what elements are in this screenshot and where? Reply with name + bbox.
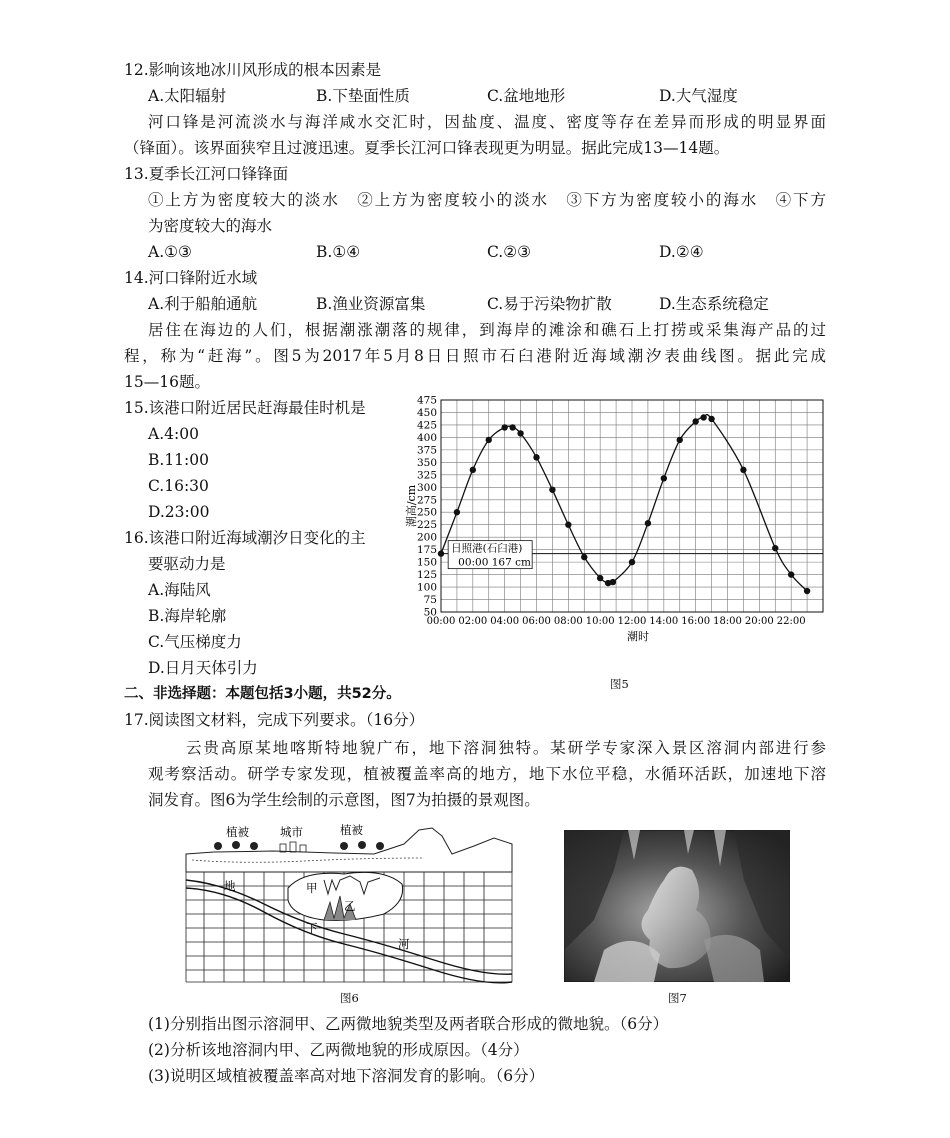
y-tick-label: 425 [416,419,437,432]
q17-subquestion-3: (3)说明区域植被覆盖率高对地下溶洞发育的影响。（6分） [148,1067,545,1085]
y-tick-label: 375 [416,444,437,457]
tide-data-point [454,509,460,515]
q17-passage-line1: 云贵高原某地喀斯特地貌广布，地下溶洞独特。某研学专家深入景区溶洞内部进行参 [186,739,826,757]
fig6-label-di: 地 [224,879,236,893]
q12-option-d: D.大气湿度 [659,87,738,105]
tide-data-point [509,424,515,430]
fig6-label-city: 城市 [280,825,303,839]
tide-data-point [501,424,507,430]
tide-data-point [565,522,571,528]
y-tick-label: 175 [416,544,437,557]
x-tick-label: 12:00 [617,616,647,627]
q14-option-b: B.渔业资源富集 [316,295,426,313]
y-tick-label: 350 [416,456,437,469]
q16-option-b: B.海岸轮廓 [148,607,227,625]
passage2-line1: 居住在海边的人们，根据潮涨潮落的规律，到海岸的滩涂和礁石上打捞或采集海产品的过 [148,321,826,339]
y-tick-label: 275 [416,494,437,507]
q13-option-a: A.①③ [148,243,192,261]
q13-statements-line1: ①上方为密度较大的淡水 ②上方为密度较小的淡水 ③下方为密度较小的海水 ④下方 [148,191,826,209]
fig6-label-veg2: 植被 [340,824,363,837]
x-tick-label: 14:00 [649,616,679,627]
q13-stem: 13.夏季长江河口锋锋面 [124,165,289,183]
tide-data-point [517,430,523,436]
fig6-caption: 图6 [340,991,359,1005]
y-tick-label: 75 [423,594,437,607]
tide-data-point [549,487,555,493]
q16-stem-line1: 16.该港口附近海域潮汐日变化的主 [124,529,366,547]
y-tick-label: 225 [416,519,437,532]
tide-data-point [692,418,698,424]
q15-option-a: A.4:00 [148,425,199,443]
tide-data-point [610,579,616,585]
y-axis-label: 潮高/cm [405,484,418,528]
x-tick-label: 16:00 [681,616,711,627]
passage2-line2: 程，称为“赶海”。图5为2017年5月8日日照市石臼港附近海域潮汐表曲线图。据此完成 [124,347,826,365]
q14-option-c: C.易于污染物扩散 [487,295,612,313]
q14-stem: 14.河口锋附近水域 [124,269,258,287]
fig6-city-buildings [280,842,306,852]
q17-subquestion-2: (2)分析该地溶洞内甲、乙两微地貌的形成原因。（4分） [148,1041,529,1059]
tide-chart [405,390,835,670]
tide-data-point [438,550,444,556]
annotation-line2: 00:00 167 cm [458,556,531,569]
tide-data-point [700,414,706,420]
q12-option-a: A.太阳辐射 [148,87,227,105]
fig6-label-veg1: 植被 [226,825,249,839]
tide-data-point [677,437,683,443]
q17-stem: 17.阅读图文材料，完成下列要求。（16分） [124,711,425,729]
q13-statements-line2: 为密度较大的海水 [148,217,273,235]
annotation-line1: 日照港(石臼港) [451,542,523,555]
q17-passage-line2: 观考察活动。研学专家发现，植被覆盖率高的地方，地下水位平稳，水循环活跃，加速地下溶 [148,765,826,783]
tide-data-point [708,416,714,422]
y-tick-label: 125 [416,569,437,582]
tide-data-point [486,437,492,443]
passage1-line1: 河口锋是河流淡水与海洋咸水交汇时，因盐度、温度、密度等存在差异而形成的明显界面 [148,113,826,131]
q15-option-d: D.23:00 [148,503,210,521]
q17-passage-line3: 洞发育。图6为学生绘制的示意图，图7为拍摄的景观图。 [148,791,540,809]
x-tick-label: 04:00 [490,616,520,627]
fig6-label-he: 河 [398,937,410,951]
tide-annotation [448,541,532,569]
x-tick-label: 06:00 [522,616,551,627]
y-tick-label: 250 [416,506,437,519]
y-tick-label: 400 [416,431,437,444]
tide-data-point [661,475,667,481]
x-axis-label: 潮时 [627,630,649,643]
q12-option-b: B.下垫面性质 [316,87,410,105]
y-tick-label: 200 [416,531,437,544]
q16-option-a: A.海陆风 [148,581,211,599]
q16-stem-line2: 要驱动力是 [148,555,226,573]
fig7-caption: 图7 [668,991,687,1005]
q13-option-c: C.②③ [487,243,532,261]
q15-stem: 15.该港口附近居民赶海最佳时机是 [124,399,366,417]
tide-data-point [645,520,651,526]
fig7-cave-photo [564,830,790,982]
tide-data-point [470,467,476,473]
y-tick-label: 50 [423,606,437,619]
q13-option-b: B.①④ [316,243,361,261]
y-tick-label: 100 [416,581,437,594]
q17-subquestion-1: (1)分别指出图示溶洞甲、乙两微地貌类型及两者联合形成的微地貌。（6分） [148,1015,669,1033]
x-tick-label: 02:00 [458,616,488,627]
q16-option-d: D.日月天体引力 [148,659,258,677]
tide-data-point [788,571,794,577]
x-tick-label: 08:00 [553,616,583,627]
q12-option-c: C.盆地地形 [487,87,566,105]
y-tick-label: 300 [416,481,437,494]
fig6-label-jia: 甲 [306,881,318,895]
tide-data-point [804,588,810,594]
tide-data-point [629,559,635,565]
passage1-line2: （锋面）。该界面狭窄且过渡迅速。夏季长江河口锋表现更为明显。据此完成13—14题。 [124,139,730,157]
tide-data-point [597,575,603,581]
q12-stem: 12.影响该地冰川风形成的根本因素是 [124,61,382,79]
y-tick-label: 450 [416,406,437,419]
fig5-caption: 图5 [610,677,629,691]
tide-data-point [772,545,778,551]
fig6-cave [288,872,403,920]
x-tick-label: 22:00 [776,616,806,627]
q14-option-a: A.利于船舶通航 [148,295,258,313]
tide-data-point [581,554,587,560]
fig6-label-yi: 乙 [344,899,356,913]
fig6-label-xia: 下 [306,921,318,935]
y-tick-label: 325 [416,469,437,482]
x-tick-label: 10:00 [585,616,615,627]
section2-heading: 二、非选择题：本题包括3小题，共52分。 [124,686,401,702]
tide-data-point [740,467,746,473]
q15-option-c: C.16:30 [148,477,209,495]
q13-option-d: D.②④ [659,243,704,261]
y-tick-labels [417,395,437,619]
y-tick-label: 475 [416,394,437,407]
x-tick-labels [427,616,806,627]
passage2-line3: 15—16题。 [124,373,210,391]
y-tick-label: 150 [416,556,437,569]
q14-option-d: D.生态系统稳定 [659,295,769,313]
q15-option-b: B.11:00 [148,451,209,469]
x-tick-label: 18:00 [713,616,742,627]
fig6-karst-diagram [184,824,514,986]
x-tick-label: 20:00 [744,616,774,627]
fig6-vegetation-trees [214,841,384,850]
q16-option-c: C.气压梯度力 [148,633,242,651]
x-tick-label: 00:00 [426,616,456,627]
tide-data-point [533,454,539,460]
